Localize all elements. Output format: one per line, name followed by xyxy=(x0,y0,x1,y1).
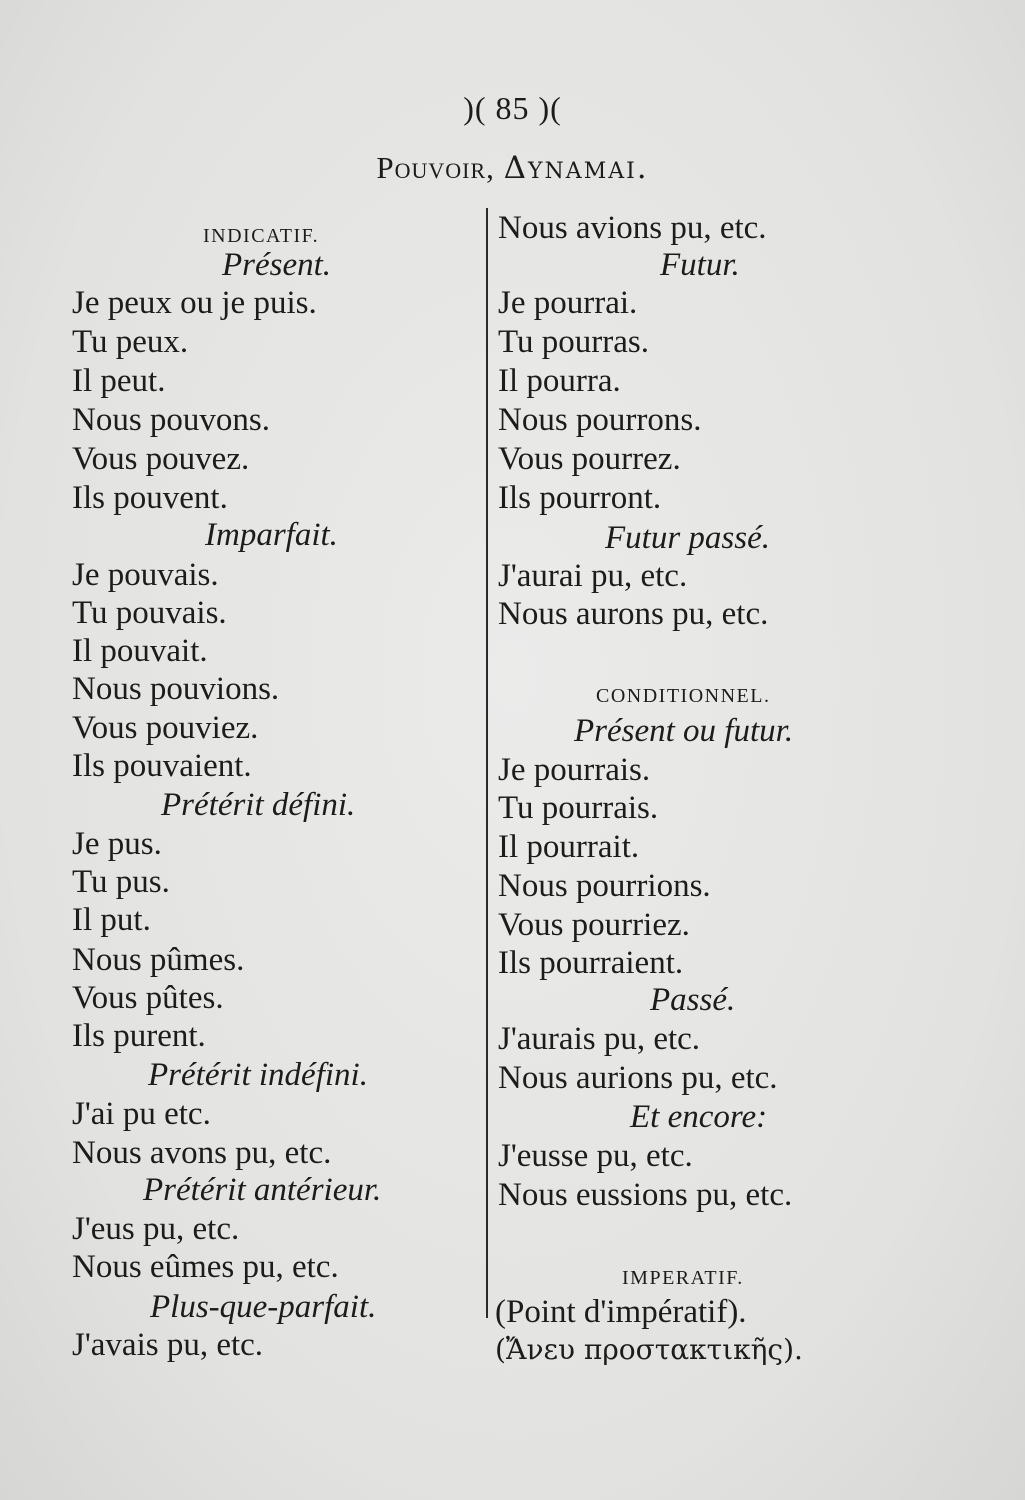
conjugation-line: Tu pourras. xyxy=(498,324,649,360)
conjugation-line: Ils pourraient. xyxy=(498,945,684,981)
conjugation-line: J'ai pu etc. xyxy=(72,1096,211,1132)
conjugation-line: Je pourrai. xyxy=(498,285,638,321)
conjugation-line: Ils pouvent. xyxy=(72,480,228,516)
conjugation-line: Je pus. xyxy=(72,826,162,862)
conjugation-line: Nous pourrions. xyxy=(498,868,711,904)
section-heading-imperatif: IMPERATIF. xyxy=(622,1267,744,1289)
conjugation-line: Ils pourront. xyxy=(498,480,662,516)
conjugation-line: Nous avions pu, etc. xyxy=(498,210,767,246)
conjugation-line: Tu pus. xyxy=(72,864,170,900)
conjugation-line: Il peut. xyxy=(72,363,166,399)
tense-heading: Présent. xyxy=(222,247,332,283)
conjugation-line: Je pouvais. xyxy=(72,557,219,593)
conjugation-line: Nous aurons pu, etc. xyxy=(498,596,769,632)
tense-heading: Prétérit antérieur. xyxy=(143,1172,382,1208)
conjugation-line: J'aurais pu, etc. xyxy=(498,1021,701,1057)
conjugation-line: Tu peux. xyxy=(72,324,189,360)
conjugation-line: Nous pûmes. xyxy=(72,942,245,978)
greek-note: (Ἄνευ προστακτικῆς). xyxy=(495,1333,803,1366)
conjugation-line: Je peux ou je puis. xyxy=(72,285,317,321)
tense-heading: Présent ou futur. xyxy=(574,713,794,749)
title-french: Pouvoir, xyxy=(376,150,495,185)
conjugation-line: Tu pourrais. xyxy=(498,790,659,826)
section-heading-indicatif: INDICATIF. xyxy=(203,225,320,247)
column-divider xyxy=(486,208,488,1318)
conjugation-line: Vous pûtes. xyxy=(72,980,224,1016)
conjugation-line: Nous aurions pu, etc. xyxy=(498,1060,778,1096)
tense-heading: Futur passé. xyxy=(605,520,770,556)
conjugation-line: J'eus pu, etc. xyxy=(72,1211,240,1247)
conjugation-line: Il pourra. xyxy=(498,363,621,399)
conjugation-line: Vous pouvez. xyxy=(72,441,250,477)
tense-heading: Passé. xyxy=(650,982,736,1018)
conjugation-line: J'aurai pu, etc. xyxy=(498,558,688,594)
tense-heading: Futur. xyxy=(660,247,740,283)
page-number: )( 85 )( xyxy=(463,90,562,126)
conjugation-line: Il pourrait. xyxy=(498,829,640,865)
conjugation-line: Ils pouvaient. xyxy=(72,748,252,784)
tense-heading: Prétérit indéfini. xyxy=(148,1057,368,1093)
conjugation-line: Nous eussions pu, etc. xyxy=(498,1177,793,1213)
conjugation-line: Vous pourrez. xyxy=(498,441,681,477)
conjugation-line: Vous pouviez. xyxy=(72,710,259,746)
conjugation-line: J'avais pu, etc. xyxy=(72,1327,264,1363)
conjugation-line: Nous pouvions. xyxy=(72,671,280,707)
conjugation-line: Nous pourrons. xyxy=(498,402,702,438)
conjugation-line: Tu pouvais. xyxy=(72,595,227,631)
conjugation-line: Il pouvait. xyxy=(72,633,208,669)
tense-heading: Imparfait. xyxy=(205,517,338,553)
section-heading-conditionnel: CONDITIONNEL. xyxy=(596,685,771,707)
conjugation-line: Nous pouvons. xyxy=(72,402,271,438)
conjugation-line: Nous avons pu, etc. xyxy=(72,1135,332,1171)
conjugation-line: Il put. xyxy=(72,902,151,938)
tense-heading: Et encore: xyxy=(630,1099,768,1135)
conjugation-line: J'eusse pu, etc. xyxy=(498,1138,693,1174)
conjugation-line: Je pourrais. xyxy=(498,752,651,788)
conjugation-line: Ils purent. xyxy=(72,1018,206,1054)
tense-heading: Prétérit défini. xyxy=(161,787,356,823)
conjugation-line: Nous eûmes pu, etc. xyxy=(72,1249,339,1285)
title-greek: Δυναμαι. xyxy=(503,150,649,186)
conjugation-line: (Point d'impératif). xyxy=(495,1294,747,1330)
conjugation-line: Vous pourriez. xyxy=(498,907,690,943)
page-title xyxy=(0,150,1025,186)
tense-heading: Plus-que-parfait. xyxy=(150,1289,377,1325)
